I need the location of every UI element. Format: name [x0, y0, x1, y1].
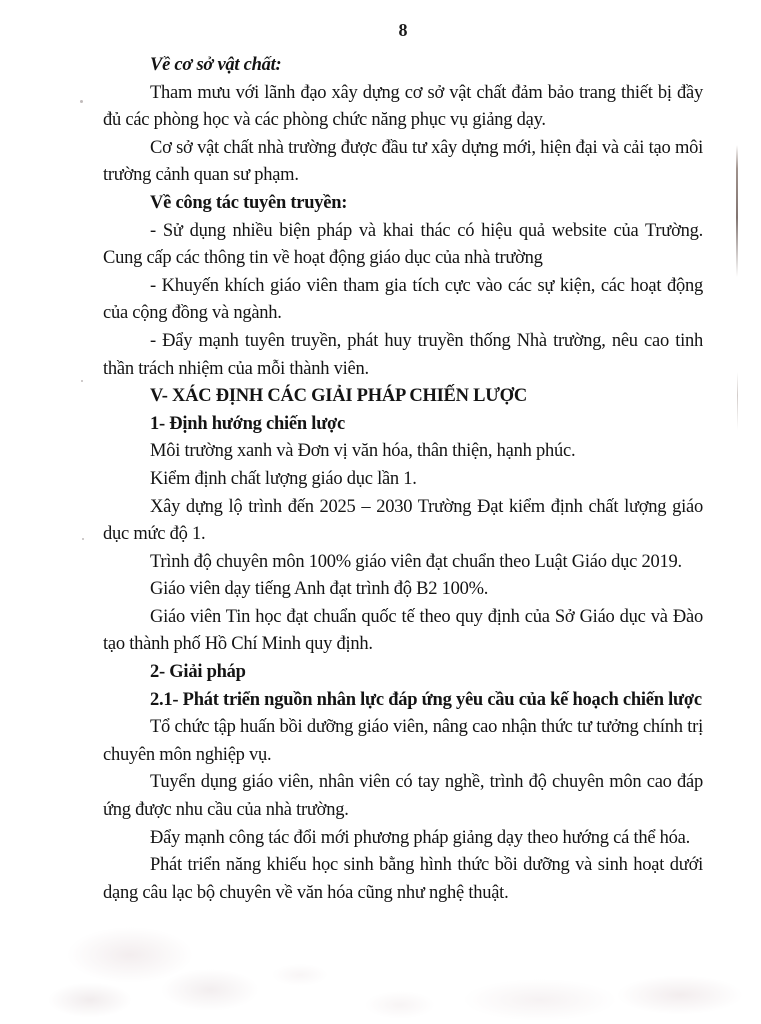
paragraph: Giáo viên dạy tiếng Anh đạt trình độ B2 100%. — [150, 579, 489, 600]
heading: 2.1- Phát triển nguồn nhân lực đáp ứng yêu cầu của kế hoạch chiến lược — [150, 689, 702, 710]
paragraph: Tổ chức tập huấn bồi dưỡng giáo viên, nâng cao nhận thức tư tưởng chính trị chuyên môn nghiệp vụ. — [103, 717, 703, 765]
heading: 2- Giải pháp — [150, 662, 246, 683]
paragraph: Cơ sở vật chất nhà trường được đầu tư xây dựng mới, hiện đại và cải tạo môi trường cảnh quan sư phạm. — [103, 137, 703, 186]
paragraph: Giáo viên Tin học đạt chuẩn quốc tế theo quy định của Sở Giáo dục và Đào tạo thành phố Hồ Chí Minh quy định. — [103, 606, 703, 655]
paragraph: Đẩy mạnh công tác đổi mới phương pháp giảng dạy theo hướng cá thể hóa. — [150, 827, 691, 848]
scan-speck — [80, 100, 83, 103]
paragraph: - Sử dụng nhiều biện pháp và khai thác có hiệu quả website của Trường. Cung cấp các thông tin về hoạt động giáo dục của nhà trường — [103, 220, 703, 269]
heading: V- XÁC ĐỊNH CÁC GIẢI PHÁP CHIẾN LƯỢC — [150, 386, 527, 407]
scan-speck — [82, 538, 84, 540]
heading: Về công tác tuyên truyền: — [150, 192, 348, 213]
scan-artifact-line-2 — [737, 372, 738, 430]
paragraph: Phát triển năng khiếu học sinh bằng hình thức bồi dưỡng và sinh hoạt dưới dạng câu lạc bộ chuyên về văn hóa cũng như nghệ thuật. — [103, 855, 703, 903]
paragraph: Trình độ chuyên môn 100% giáo viên đạt chuẩn theo Luật Giáo dục 2019. — [150, 551, 682, 572]
paragraph: Môi trường xanh và Đơn vị văn hóa, thân thiện, hạnh phúc. — [150, 441, 576, 462]
heading: 1- Định hướng chiến lược — [150, 413, 345, 434]
scan-noise-texture — [0, 905, 761, 1024]
paragraph: - Đẩy mạnh tuyên truyền, phát huy truyền thống Nhà trường, nêu cao tinh thần trách nhiệm của mỗi thành viên. — [103, 330, 703, 379]
page-number: 8 — [398, 20, 408, 40]
paragraph: Kiểm định chất lượng giáo dục lần 1. — [150, 468, 417, 489]
heading: Về cơ sở vật chất: — [150, 55, 282, 75]
scan-artifact-line — [736, 145, 738, 277]
paragraph: Tham mưu với lãnh đạo xây dựng cơ sở vật chất đảm bảo trang thiết bị đầy đủ các phòng học và các phòng chức năng phục vụ giảng dạy. — [103, 82, 703, 131]
document-body — [0, 52, 761, 907]
paragraph: Tuyển dụng giáo viên, nhân viên có tay nghề, trình độ chuyên môn cao đáp ứng được nhu cầu của nhà trường. — [103, 772, 703, 821]
scan-speck — [81, 380, 83, 382]
paragraph: Xây dựng lộ trình đến 2025 – 2030 Trường Đạt kiểm định chất lượng giáo dục mức độ 1. — [103, 496, 703, 545]
paragraph: - Khuyến khích giáo viên tham gia tích cực vào các sự kiện, các hoạt động của cộng đồng và ngành. — [103, 275, 703, 324]
